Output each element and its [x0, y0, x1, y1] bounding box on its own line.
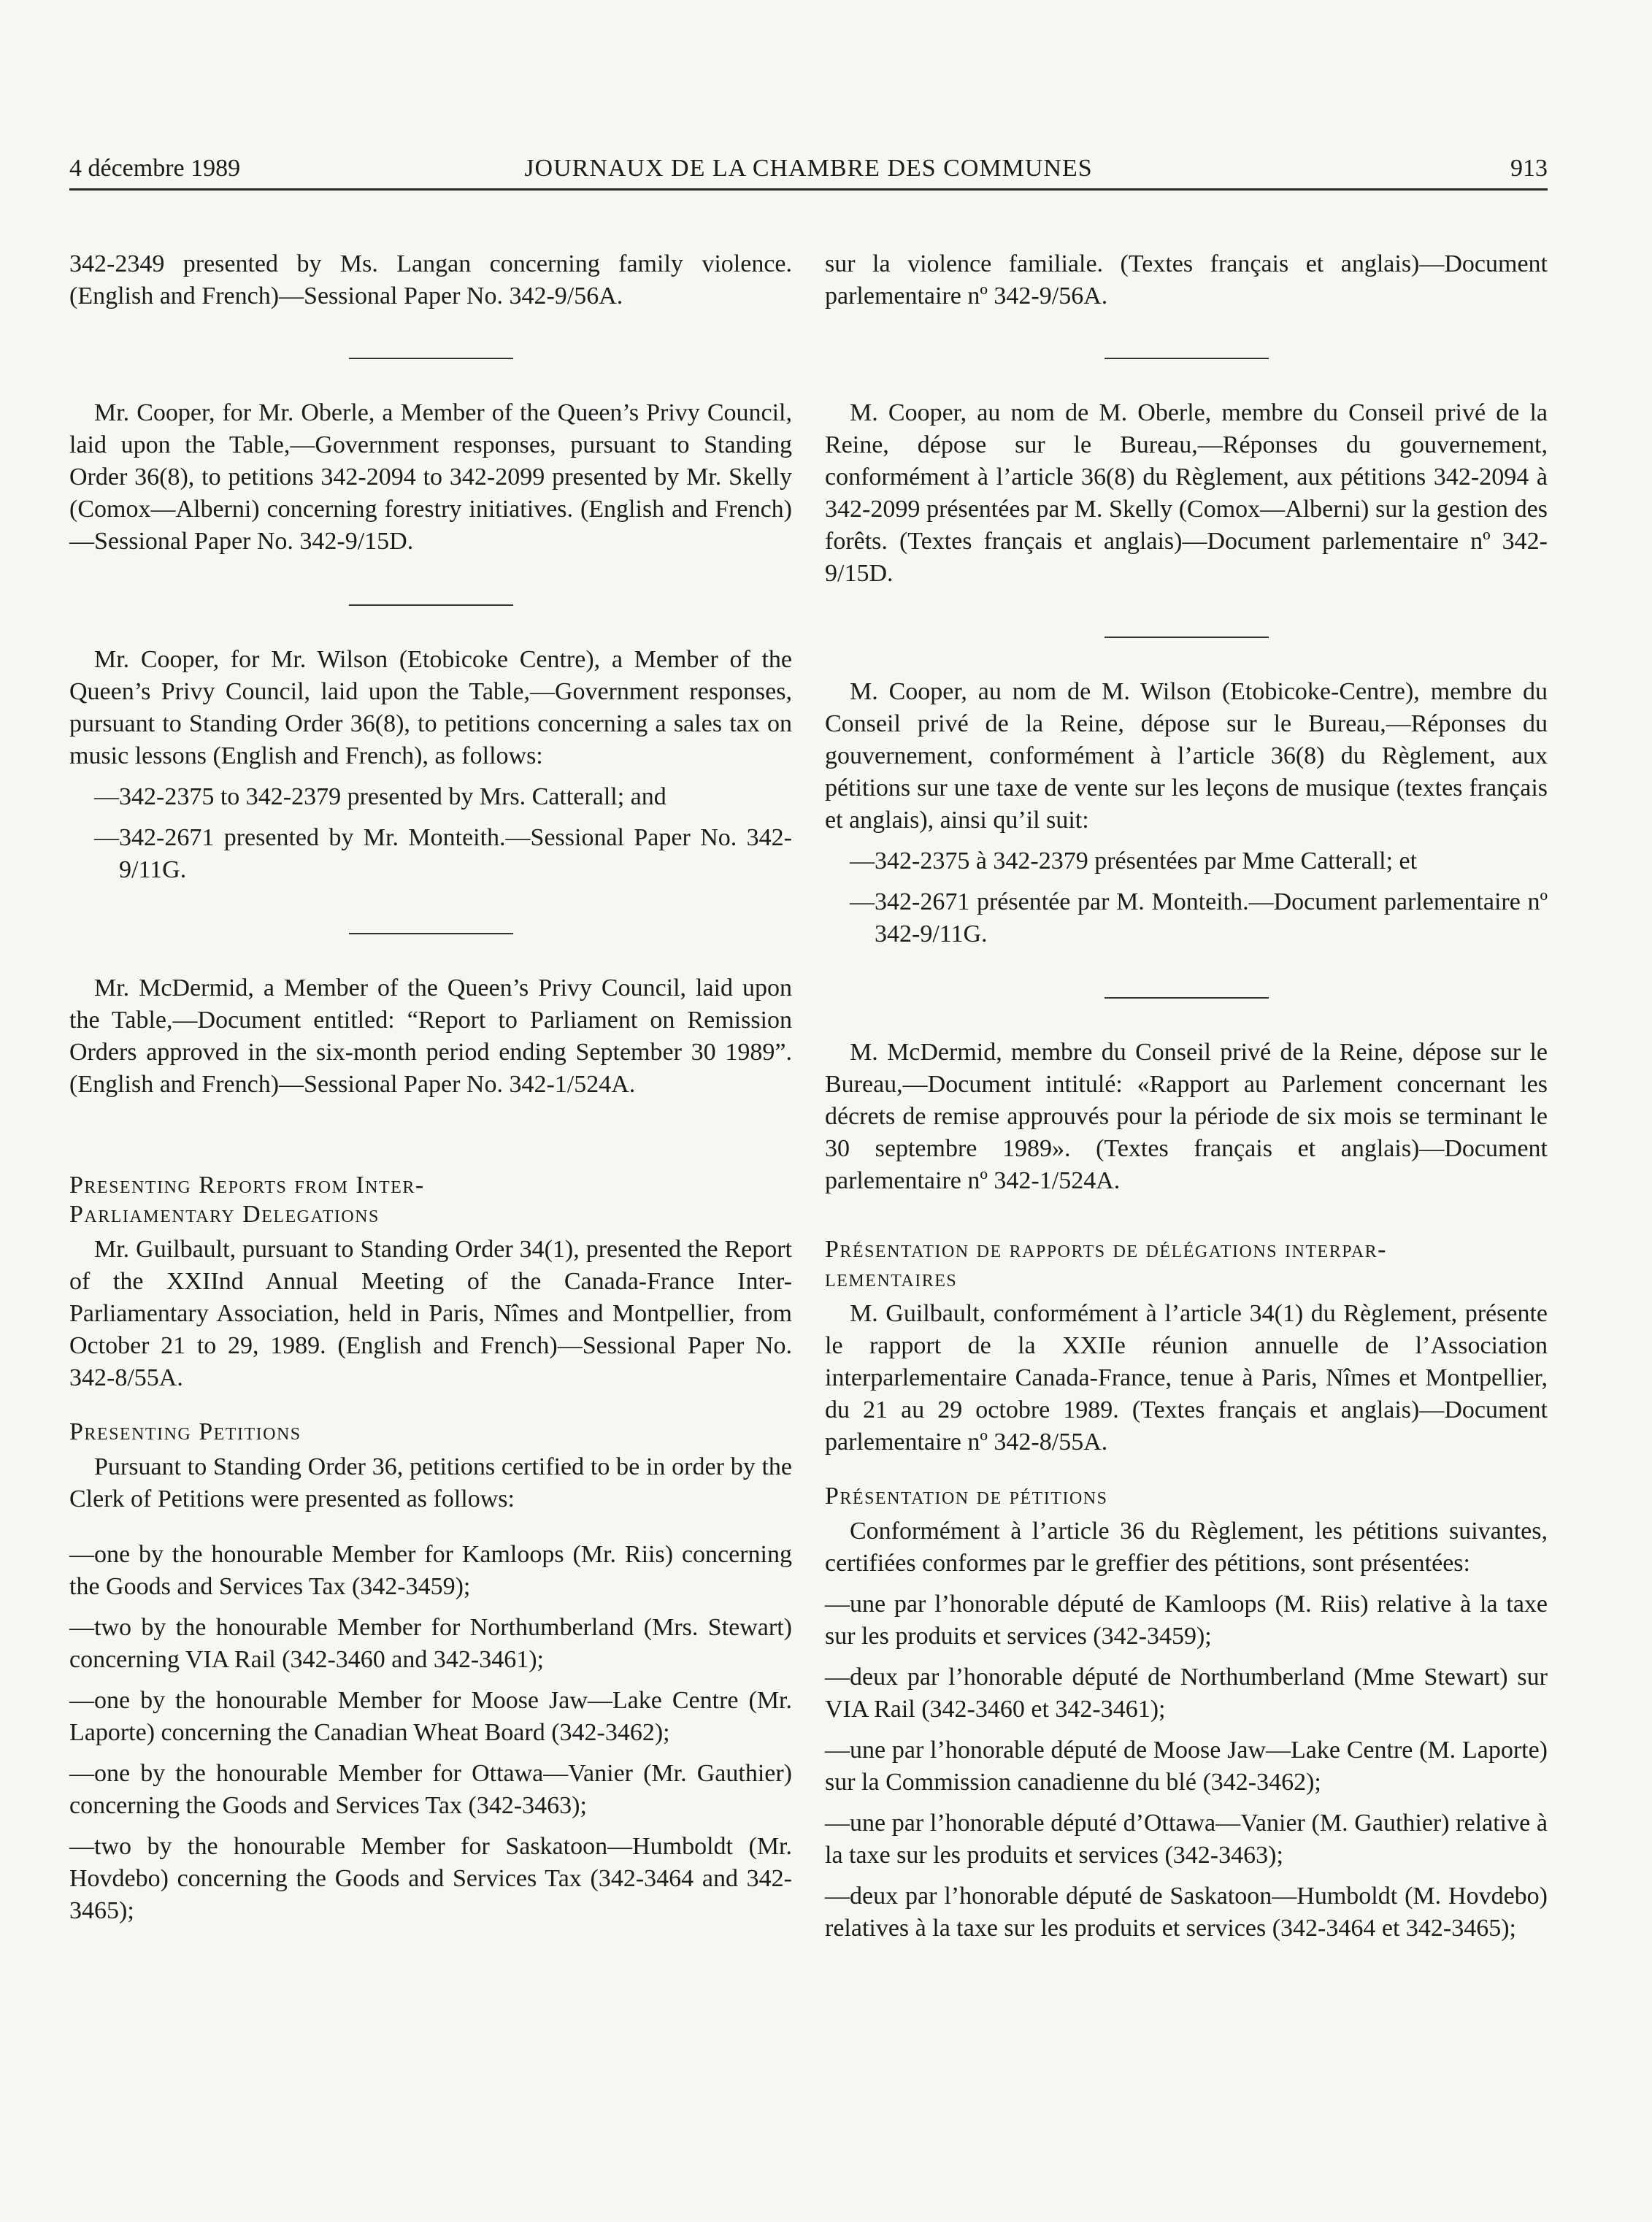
en-paragraph-4: Mr. McDermid, a Member of the Queen’s Privy Council, laid upon the Table,—Document entitled: “Report to Parliament on Remission Orders approved in the six-month period ending September 30 1989”. (English and French)—Sessional Paper No. 342-1/524A. [69, 974, 792, 1098]
en-paragraph-1: 342-2349 presented by Ms. Langan concerning family violence. (English and French)—Sessional Paper No. 342-9/56A. [69, 250, 792, 310]
en-heading-reports [69, 1171, 792, 1229]
page-header [69, 152, 1548, 191]
en-paragraph-6: Pursuant to Standing Order 36, petitions certified to be in order by the Clerk of Petitions were presented as follows: [69, 1453, 792, 1512]
french-column [825, 248, 1548, 1945]
fr-list-item-2: —342-2671 présentée par M. Monteith.—Document parlementaire nº 342-9/11G. [850, 888, 1548, 947]
fr-paragraph-3: M. Cooper, au nom de M. Wilson (Etobicoke-Centre), membre du Conseil privé de la Reine, dépose sur le Bureau,—Réponses du gouvernement, conformément à l’article 36(8) du Règlement, aux pétitions sur une taxe de vente sur les leçons de musique (textes français et anglais), ainsi qu’il suit: [825, 678, 1548, 834]
fr-paragraph-6: Conformément à l’article 36 du Règlement, les pétitions suivantes, certifiées conformes par le greffier des pétitions, sont présentées: [825, 1518, 1548, 1577]
fr-petition-item: —une par l’honorable député de Moose Jaw—Lake Centre (M. Laporte) sur la Commission canadienne du blé (342-3462); [825, 1737, 1548, 1796]
en-petition-item: —one by the honourable Member for Kamloops (Mr. Riis) concerning the Goods and Services Tax (342-3459); [69, 1541, 792, 1600]
fr-heading-petitions: Présentation de pétitions [825, 1483, 1108, 1510]
fr-heading-reports-line1: Présentation de rapports de délégations interpar- [825, 1236, 1388, 1263]
header-title: JOURNAUX DE LA CHAMBRE DES COMMUNES [524, 155, 1093, 182]
en-paragraph-3: Mr. Cooper, for Mr. Wilson (Etobicoke Centre), a Member of the Queen’s Privy Council, laid upon the Table,—Government responses, pursuant to Standing Order 36(8), to petitions concerning a sales tax on music lessons (English and French), as follows: [69, 646, 792, 769]
en-petition-item: —two by the honourable Member for Northumberland (Mrs. Stewart) concerning VIA Rail (342-3460 and 342-3461); [69, 1614, 792, 1673]
fr-paragraph-1: sur la violence familiale. (Textes français et anglais)—Document parlementaire nº 342-9/56A. [825, 250, 1548, 310]
page-number: 913 [1510, 155, 1548, 182]
fr-petition-item: —une par l’honorable député de Kamloops (M. Riis) relative à la taxe sur les produits et services (342-3459); [825, 1591, 1548, 1650]
fr-petition-item: —une par l’honorable député d’Ottawa—Vanier (M. Gauthier) relative à la taxe sur les produits et services (342-3463); [825, 1810, 1548, 1869]
en-list-item-1: —342-2375 to 342-2379 presented by Mrs. Catterall; and [94, 783, 666, 810]
en-list-item-2: —342-2671 presented by Mr. Monteith.—Sessional Paper No. 342-9/11G. [94, 824, 792, 883]
fr-petition-item: —deux par l’honorable député de Saskatoon—Humboldt (M. Hovdebo) relatives à la taxe sur les produits et services (342-3464 et 342-3465); [825, 1883, 1548, 1942]
en-paragraph-2: Mr. Cooper, for Mr. Oberle, a Member of the Queen’s Privy Council, laid upon the Table,—Government responses, pursuant to Standing Order 36(8), to petitions 342-2094 to 342-2099 presented by Mr. Skelly (Comox—Alberni) concerning forestry initiatives. (English and French)—Sessional Paper No. 342-9/15D. [69, 399, 792, 555]
en-heading-petitions: Presenting Petitions [69, 1418, 301, 1445]
fr-paragraph-4: M. McDermid, membre du Conseil privé de la Reine, dépose sur le Bureau,—Document intitulé: «Rapport au Parlement concernant les décrets de remise approuvés pour la période de six mois se terminant le 30 septembre 1989». (Textes français et anglais)—Document parlementaire nº 342-1/524A. [825, 1039, 1548, 1194]
fr-paragraph-5: M. Guilbault, conformément à l’article 34(1) du Règlement, présente le rapport de la XXIIe réunion annuelle de l’Association interparlementaire Canada-France, tenue à Paris, Nîmes et Montpellier, du 21 au 29 octobre 1989. (Textes français et anglais)—Document parlementaire nº 342-8/55A. [825, 1300, 1548, 1456]
en-heading-reports-line2: Parliamentary Delegations [69, 1201, 380, 1228]
fr-heading-reports-line2: lementaires [825, 1265, 958, 1292]
en-heading-reports-line1: Presenting Reports from Inter- [69, 1172, 425, 1199]
english-column [69, 248, 792, 1927]
en-petition-item: —two by the honourable Member for Saskatoon—Humboldt (Mr. Hovdebo) concerning the Goods and Services Tax (342-3464 and 342-3465); [69, 1833, 792, 1924]
en-paragraph-5: Mr. Guilbault, pursuant to Standing Order 34(1), presented the Report of the XXIInd Annual Meeting of the Canada-France Inter-Parliamentary Association, held in Paris, Nîmes and Montpellier, from October 21 to 29, 1989. (English and French)—Sessional Paper No. 342-8/55A. [69, 1236, 792, 1391]
fr-heading-reports [825, 1235, 1548, 1293]
en-petition-item: —one by the honourable Member for Moose Jaw—Lake Centre (Mr. Laporte) concerning the Canadian Wheat Board (342-3462); [69, 1687, 792, 1746]
fr-list-item-1: —342-2375 à 342-2379 présentées par Mme Catterall; et [850, 847, 1418, 874]
en-petition-item: —one by the honourable Member for Ottawa—Vanier (Mr. Gauthier) concerning the Goods and Services Tax (342-3463); [69, 1760, 792, 1819]
fr-petition-item: —deux par l’honorable député de Northumberland (Mme Stewart) sur VIA Rail (342-3460 et 342-3461); [825, 1664, 1548, 1723]
fr-paragraph-2: M. Cooper, au nom de M. Oberle, membre du Conseil privé de la Reine, dépose sur le Bureau,—Réponses du gouvernement, conformément à l’article 36(8) du Règlement, aux pétitions 342-2094 à 342-2099 présentées par M. Skelly (Comox—Alberni) sur la gestion des forêts. (Textes français et anglais)—Document parlementaire nº 342-9/15D. [825, 399, 1548, 587]
header-date: 4 décembre 1989 [69, 155, 241, 182]
